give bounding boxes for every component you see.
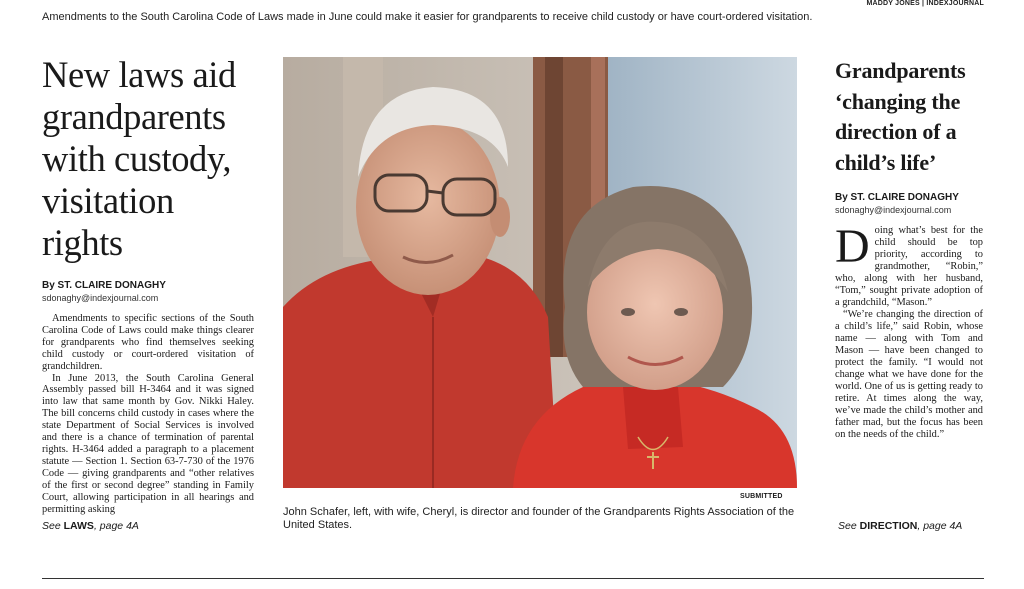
- side-author-email[interactable]: sdonaghy@indexjournal.com: [835, 205, 952, 215]
- side-jump-prefix: See: [838, 520, 857, 532]
- main-paragraph-1: Amendments to specific sections of the South Carolina Code of Laws could make things clearer for grandparents who find themselves seeking child custody or court-ordered visitation of grandchildren.: [42, 313, 254, 372]
- main-story: [42, 54, 254, 553]
- top-photo-caption: Amendments to the South Carolina Code of Laws made in June could make it easier for grandparents to receive child custody or have court-ordered visitation.: [42, 11, 813, 23]
- side-paragraph-1: [835, 225, 983, 309]
- photo-caption: John Schafer, left, with wife, Cheryl, is director and founder of the Grandparents Rights Association of the United States.: [283, 506, 795, 531]
- photo-illustration: [283, 57, 797, 488]
- main-paragraph-2: In June 2013, the South Carolina General Assembly passed bill H-3464 and it was signed into law that same month by Gov. Nikki Haley. The bill concerns child custody in cases where the state Department of Social Services is involved and there is a chance of termination of parental rights. H-3464 added a paragraph to a placement statute — Section 1. Section 63-7-730 of the 1976 Code — giving grandparents and “other relatives of the first or second degree” standing in Family Court, allowing participation in all hearings and permitting asking: [42, 372, 254, 515]
- main-author-email[interactable]: sdonaghy@indexjournal.com: [42, 293, 159, 303]
- side-paragraph-2: “We’re changing the direction of a child’s life,” said Robin, whose name — along with Tom and Mason — have been changed to protect the family. “I would not change what we have done for the world. One of us is getting ready to retire. At times along the way, we’ve made the child’s mother and father mad, but the focus has been on the needs of the child.”: [835, 309, 983, 440]
- photo-credit: SUBMITTED: [740, 493, 783, 500]
- side-body: [835, 225, 983, 489]
- side-headline: Grandparents ‘changing the direction of a child’s life’: [835, 58, 966, 175]
- side-paragraph-1-text: oing what’s best for the child should be top priority, according to grandmother, “Robin,” who, along with her husband, “Tom,” sought private adoption of a grandchild, “Mason.”: [835, 225, 983, 308]
- side-jump-line[interactable]: [838, 520, 962, 532]
- main-jump-line[interactable]: [42, 520, 139, 532]
- side-byline: By ST. CLAIRE DONAGHY: [835, 192, 959, 203]
- main-body: [42, 313, 254, 553]
- feature-photo: [283, 57, 797, 488]
- main-headline: New laws aid grandparents with custody, visitation rights: [42, 54, 236, 263]
- top-photo-credit: MADDY JONES | INDEXJOURNAL: [866, 0, 984, 7]
- main-byline: By ST. CLAIRE DONAGHY: [42, 280, 166, 291]
- main-jump-prefix: See: [42, 520, 61, 532]
- side-story: [835, 56, 983, 489]
- bottom-divider: [42, 578, 984, 579]
- main-jump-word: LAWS: [63, 520, 94, 532]
- drop-cap: D: [835, 225, 870, 273]
- main-jump-page: , page 4A: [93, 520, 139, 532]
- side-jump-word: DIRECTION: [859, 520, 918, 532]
- side-jump-page: , page 4A: [917, 520, 963, 532]
